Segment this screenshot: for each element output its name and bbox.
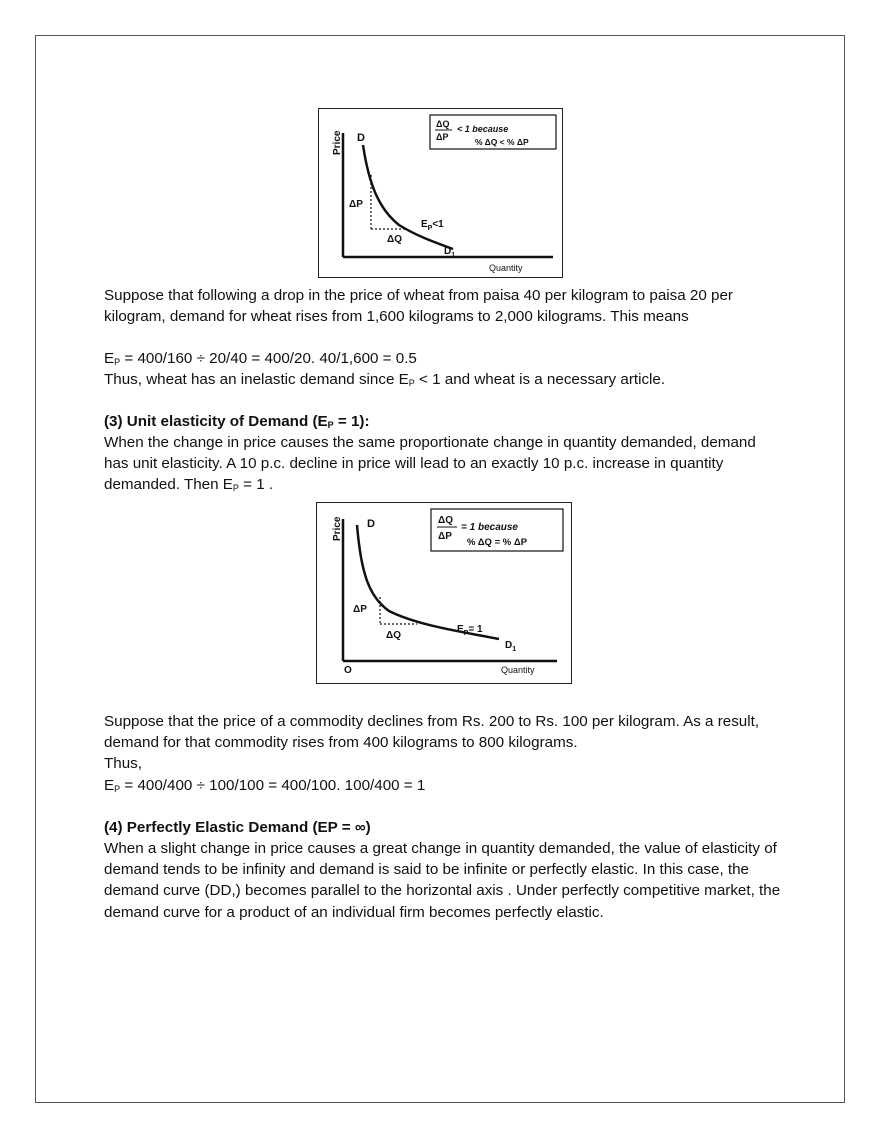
wheat-text: Suppose that following a drop in the price of wheat from paisa 40 per kilogram to paisa 20 per kilogram, demand for wheat rises from 1,600 kilograms to 2,000 kilograms. This means [104,287,733,326]
paragraph-inelastic-conclusion: Thus, wheat has an inelastic demand since $E_P < 1$ and wheat is a necessary article. [104,371,666,388]
price-axis-label: Price [332,516,343,541]
formula-relation: = 1 because [461,522,518,533]
formula-condition: % ΔQ = % ΔP [467,537,528,548]
formula-denominator: ΔP [438,531,452,542]
delta-q-label: ΔQ [386,630,401,641]
paragraph-wheat-example [104,285,784,327]
equation-commodity: $E_P = 400/400 \div 100/100 = 400/100$. 100/400 = 1 [104,776,426,794]
curve-label-d: D [367,518,375,530]
origin-label: O [344,665,352,676]
quantity-axis-label: Quantity [489,263,523,273]
formula-relation: < 1 because [457,124,509,134]
figure-unit-elastic-demand [316,502,572,684]
heading-perfectly-elastic: (4) Perfectly Elastic Demand (EP = ∞) [104,819,371,836]
quantity-axis-label: Quantity [501,665,535,675]
paragraph-commodity-example: Suppose that the price of a commodity declines from Rs. 200 to Rs. 100 per kilogram. As a result, demand for that commodity rises from 400 kilograms to 800 kilograms. Thus, $E_P = 400/400 \div 100/100 = 400/100$. 100/400 = 1 [104,711,784,800]
elasticity-label: $E_P= 1$ [457,624,483,637]
paragraph-perfectly-elastic: When a slight change in price causes a great change in quantity demanded, the value of elasticity of demand tends to be infinity and demand is said to be infinite or perfectly elastic. In this case, the demand curve (DD,) becomes parallel to the horizontal axis . Under perfectly competitive market, the demand curve for a product of an individual firm becomes perfectly elastic. [104,840,781,921]
formula-denominator: ΔP [436,132,449,142]
formula-numerator: ΔQ [438,515,453,526]
delta-q-label: ΔQ [387,234,402,245]
formula-numerator: ΔQ [436,119,450,129]
heading-unit-elasticity: (3) Unit elasticity of Demand $(E_P = 1)$: [104,413,370,430]
delta-p-label: ΔP [353,604,367,615]
elasticity-label: $E_P<1$ [421,219,444,232]
price-axis-label: Price [332,130,343,155]
unit-elastic-demand-diagram [317,503,573,685]
curve-label-d1: $D_1$ [444,246,456,259]
equation-wheat: $E_P = 400/160 \div 20/40 = 400/20$. 40/1,600 = 0.5 [104,350,417,367]
figure-inelastic-demand [318,108,563,278]
formula-condition: % ΔQ < % ΔP [475,137,529,147]
inelastic-demand-diagram [319,109,564,279]
delta-p-label: ΔP [349,199,363,210]
curve-label-d1: $D_1$ [505,640,517,653]
demand-curve [363,145,453,249]
paragraph-unit-elasticity: When the change in price causes the same proportionate change in quantity demanded, demand has unit elasticity. A 10 p.c. decline in price will lead to an exactly 10 p.c. increase in quantity demanded. Then $E_P = 1$ . [104,434,756,494]
curve-label-d: D [357,132,365,144]
